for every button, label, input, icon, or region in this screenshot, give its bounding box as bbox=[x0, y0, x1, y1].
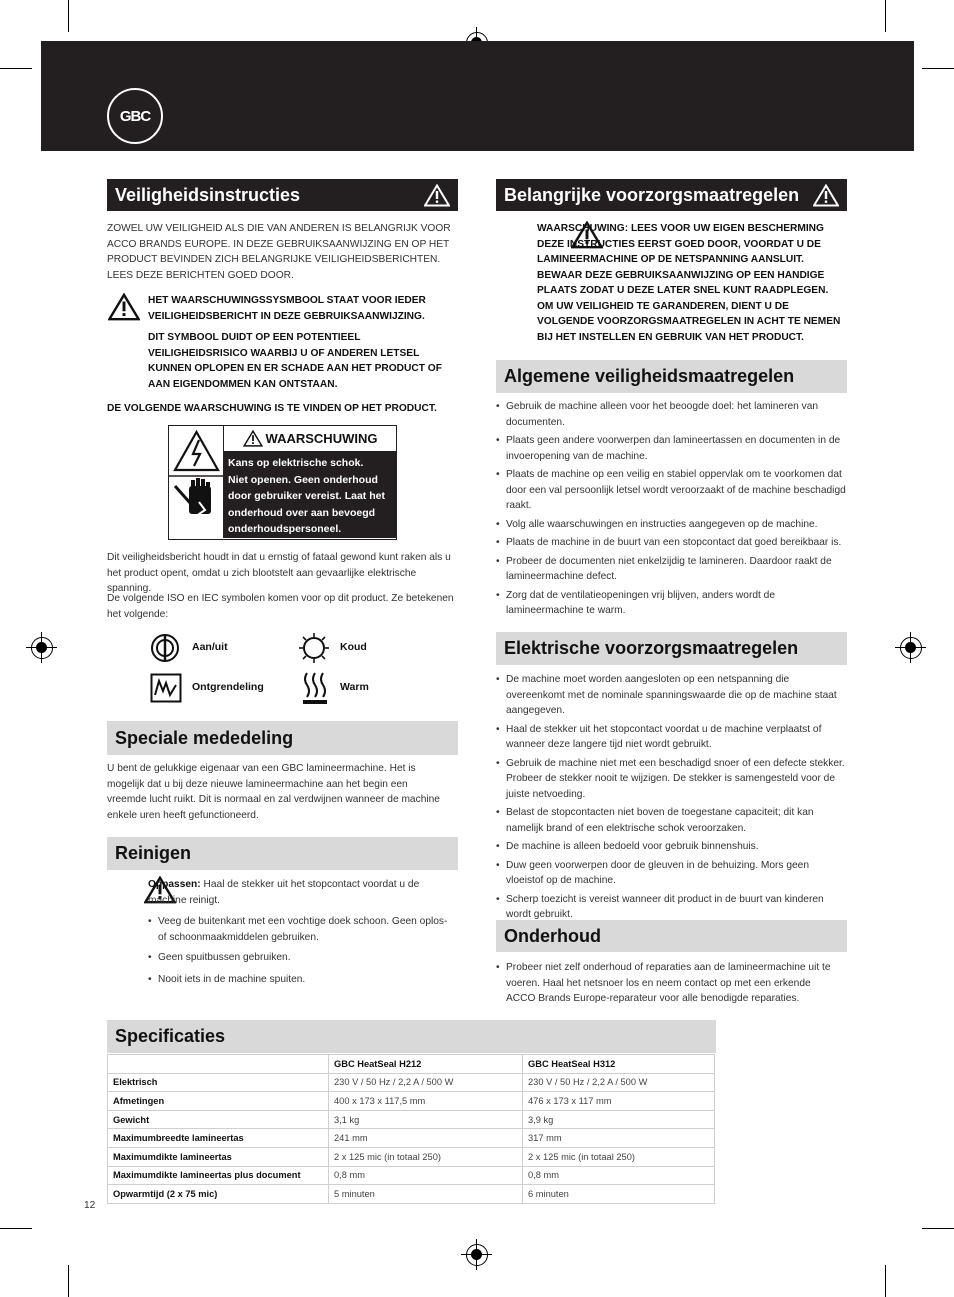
table-row bbox=[108, 1110, 715, 1129]
iso-symbols-text: De volgende ISO en IEC symbolen komen voor op dit product. Ze betekenen het volgende: bbox=[107, 593, 454, 620]
caution-text: Haal de stekker uit het stopcontact voordat u de machine reinigt. bbox=[148, 879, 420, 906]
header-band bbox=[41, 41, 914, 151]
warning-triangle-icon bbox=[813, 184, 839, 207]
row-label: Maximumbreedte lamineertas bbox=[108, 1129, 329, 1148]
registration-mark-icon bbox=[466, 1244, 488, 1266]
table-row bbox=[108, 1147, 715, 1166]
table-cell: 6 minuten bbox=[523, 1185, 715, 1204]
table-cell: 2 x 125 mic (in totaal 250) bbox=[329, 1147, 523, 1166]
warning-line: Niet openen. Geen onderhoud bbox=[228, 473, 378, 486]
list-item: • Plaats de machine in de buurt van een stopcontact dat goed bereikbaar is. bbox=[496, 535, 848, 551]
registration-mark-icon bbox=[31, 637, 53, 659]
table-cell: 3,1 kg bbox=[329, 1110, 523, 1129]
maintenance-title: Onderhoud bbox=[496, 920, 847, 952]
row-label: Maximumdikte lamineertas bbox=[108, 1147, 329, 1166]
warm-icon bbox=[301, 671, 329, 705]
warning-triangle-icon bbox=[424, 184, 450, 207]
table-cell bbox=[108, 1055, 329, 1074]
crop-mark bbox=[0, 1228, 32, 1229]
maintenance-list bbox=[496, 960, 836, 1010]
list-item: • Probeer niet zelf onderhoud of reparaties aan de lamineermachine uit te voeren. Haal het netsnoer los en neem contact op met een erkende ACCO Brands Europe-reparateur voor alle benodigde reparaties. bbox=[496, 960, 836, 1007]
warning-line: door gebruiker vereist. Laat het bbox=[228, 490, 385, 502]
warning-label-box bbox=[168, 425, 397, 540]
table-cell: 476 x 173 x 117 mm bbox=[523, 1092, 715, 1111]
row-label: Maximumdikte lamineertas plus document bbox=[108, 1166, 329, 1185]
table-row bbox=[108, 1073, 715, 1092]
list-item: • Duw geen voorwerpen door de gleuven in de behuizing. Mors geen vloeistof op de machine. bbox=[496, 858, 848, 889]
crop-mark bbox=[68, 1265, 69, 1297]
table-cell: 0,8 mm bbox=[329, 1166, 523, 1185]
warning-line: Kans op elektrische schok. bbox=[228, 457, 364, 469]
cleaning-list bbox=[148, 914, 458, 990]
table-header-cell: GBC HeatSeal H212 bbox=[329, 1055, 523, 1074]
table-cell: 230 V / 50 Hz / 2,2 A / 500 W bbox=[329, 1073, 523, 1092]
table-cell: 5 minuten bbox=[329, 1185, 523, 1204]
table-cell: 2 x 125 mic (in totaal 250) bbox=[523, 1147, 715, 1166]
warning-label-text bbox=[224, 452, 396, 538]
warning-triangle-icon bbox=[243, 430, 263, 447]
table-cell: 241 mm bbox=[329, 1129, 523, 1148]
general-list bbox=[496, 399, 848, 622]
list-item: • Haal de stekker uit het stopcontact voordat u de machine verplaatst of wanneer deze langere tijd niet wordt gebruikt. bbox=[496, 722, 848, 753]
symbol-power-label: Aan/uit bbox=[192, 641, 228, 653]
row-label: Afmetingen bbox=[108, 1092, 329, 1111]
warning-triangle-icon bbox=[108, 293, 140, 321]
safety-intro: ZOWEL UW VEILIGHEID ALS DIE VAN ANDEREN IS BELANGRIJK VOOR ACCO BRANDS EUROPE. IN DEZE GEBRUIKSAANWIJZING EN OP HET PRODUCT BEVINDEN ZICH BELANGRIJKE VEILIGHEIDSBERICHTEN. LEES DEZE BERICHTEN GOED DOOR. bbox=[107, 223, 451, 281]
crop-mark bbox=[885, 1265, 886, 1297]
page-number: 12 bbox=[84, 1200, 96, 1211]
row-label: Elektrisch bbox=[108, 1073, 329, 1092]
warning-line: onderhoud over aan bevoegd bbox=[228, 506, 376, 519]
safety-title-bar bbox=[107, 179, 458, 211]
warning-label-title: WAARSCHUWING bbox=[265, 431, 378, 446]
list-item: • Scherp toezicht is vereist wanneer dit product in de buurt van kinderen wordt gebruikt. bbox=[496, 892, 848, 923]
list-item: • Volg alle waarschuwingen en instructies aangegeven op de machine. bbox=[496, 517, 848, 533]
list-item: • Gebruik de machine niet met een beschadigd snoer of een defecte stekker. Probeer de stekker nooit te wijzigen. De stekker is samengesteld voor de juiste netvoeding. bbox=[496, 756, 848, 803]
table-row bbox=[108, 1092, 715, 1111]
crop-mark bbox=[922, 68, 954, 69]
table-header-cell: GBC HeatSeal H312 bbox=[523, 1055, 715, 1074]
gbc-logo: GBC bbox=[107, 88, 163, 144]
precautions-title-bar bbox=[496, 179, 847, 211]
caution-label: Oppassen: bbox=[148, 879, 201, 890]
list-item: • Veeg de buitenkant met een vochtige doek schoon. Geen oplos- of schoonmaakmiddelen gebruiken. bbox=[148, 914, 458, 945]
registration-mark-icon bbox=[900, 637, 922, 659]
table-row bbox=[108, 1185, 715, 1204]
electrical-title: Elektrische voorzorgsmaatregelen bbox=[496, 632, 847, 665]
symbol-note-2: DIT SYMBOOL DUIDT OP EEN POTENTIEEL VEILIGHEIDSRISICO WAARBIJ U OF ANDEREN LETSEL KUNNEN OPLOPEN EN ER SCHADE AAN HET PRODUCT OF AAN EIGENDOMMEN KAN ONTSTAAN. bbox=[148, 332, 442, 390]
electrical-list bbox=[496, 672, 848, 926]
special-title: Speciale mededeling bbox=[107, 721, 458, 755]
table-cell: 0,8 mm bbox=[523, 1166, 715, 1185]
crop-mark bbox=[885, 0, 886, 32]
table-row bbox=[108, 1129, 715, 1148]
precautions-title: Belangrijke voorzorgsmaatregelen bbox=[504, 184, 800, 205]
table-header-row bbox=[108, 1055, 715, 1074]
list-item: • Plaats geen andere voorwerpen dan lamineertassen en documenten in de invoeropening van de machine. bbox=[496, 433, 848, 464]
list-item: • Plaats de machine op een veilig en stabiel oppervlak om te voorkomen dat door een val persoonlijk letsel wordt veroorzaakt of de machine beschadigd raakt. bbox=[496, 467, 848, 514]
symbol-cold-label: Koud bbox=[340, 641, 367, 653]
crop-mark bbox=[68, 0, 69, 32]
list-item: • De machine is alleen bedoeld voor gebruik binnenshuis. bbox=[496, 839, 848, 855]
list-item: • Probeer de documenten niet enkelzijdig te lamineren. Daardoor raakt de lamineermachine defect. bbox=[496, 554, 848, 585]
symbol-note-1: HET WAARSCHUWINGSSYSMBOOL STAAT VOOR IEDER VEILIGHEIDSBERICHT IN DEZE GEBRUIKSAANWIJZING. bbox=[148, 295, 426, 322]
power-icon bbox=[150, 633, 180, 663]
list-item: • Gebruik de machine alleen voor het beoogde doel: het lamineren van documenten. bbox=[496, 399, 848, 430]
table-row bbox=[108, 1166, 715, 1185]
crop-mark bbox=[922, 1228, 954, 1229]
list-item: • Zorg dat de ventilatieopeningen vrij blijven, anders wordt de lamineermachine te warm. bbox=[496, 588, 848, 619]
symbol-release-label: Ontgrendeling bbox=[192, 681, 264, 693]
list-item: • Belast de stopcontacten niet boven de toegestane capaciteit; dit kan namelijk brand of een elektrische schok veroorzaken. bbox=[496, 805, 848, 836]
list-item: • Geen spuitbussen gebruiken. bbox=[148, 950, 458, 966]
symbol-warm-label: Warm bbox=[340, 681, 369, 693]
table-cell: 400 x 173 x 117,5 mm bbox=[329, 1092, 523, 1111]
specs-title: Specificaties bbox=[107, 1020, 716, 1053]
table-cell: 230 V / 50 Hz / 2,2 A / 500 W bbox=[523, 1073, 715, 1092]
table-cell: 317 mm bbox=[523, 1129, 715, 1148]
cold-icon bbox=[298, 632, 330, 664]
cleaning-title: Reinigen bbox=[107, 837, 458, 870]
safety-title: Veiligheidsinstructies bbox=[115, 184, 301, 205]
crop-mark bbox=[0, 68, 32, 69]
precautions-text: WAARSCHUWING: LEES VOOR UW EIGEN BESCHERMING DEZE INSTRUCTIES EERST GOED DOOR, VOORDAT U DE LAMINEERMACHINE OP DE NETSPANNING AANSLUIT. BEWAAR DEZE GEBRUIKSAANWIJZING OP EEN HANDIGE PLAATS ZODAT U DEZE LATER SNEL KUNT RAADPLEGEN. OM UW VEILIGHEID TE GARANDEREN, DIENT U DE VOLGENDE VOORZORGSMAATREGELEN IN ACHT TE NEMEN BIJ HET INSTELLEN EN GEBRUIK VAN HET PRODUCT. bbox=[537, 223, 841, 343]
table-cell: 3,9 kg bbox=[523, 1110, 715, 1129]
following-warning-text: DE VOLGENDE WAARSCHUWING IS TE VINDEN OP HET PRODUCT. bbox=[107, 403, 437, 414]
warning-explanation: Dit veiligheidsbericht houdt in dat u ernstig of fataal gewond kunt raken als u het product opent, omdat u zich blootstelt aan gevaarlijke elektrische spanning. bbox=[107, 552, 451, 594]
list-item: • De machine moet worden aangesloten op een netspanning die overeenkomt met de nominale spanningswaarde die op de machine staat aangegeven. bbox=[496, 672, 848, 719]
cleaning-caution bbox=[148, 877, 458, 908]
special-text: U bent de gelukkige eigenaar van een GBC lamineermachine. Het is mogelijk dat u bij deze nieuwe lamineermachine aan het begin een vreemde lucht ruikt. Dit is normaal en zal verdwijnen wanneer de machine enkele uren heeft gefunctioneerd. bbox=[107, 763, 440, 821]
specs-table bbox=[107, 1054, 715, 1204]
row-label: Opwarmtijd (2 x 75 mic) bbox=[108, 1185, 329, 1204]
warning-line: onderhoudspersoneel. bbox=[228, 523, 342, 535]
release-icon bbox=[150, 673, 182, 703]
electric-shock-icon bbox=[169, 426, 224, 538]
general-title: Algemene veiligheidsmaatregelen bbox=[496, 360, 847, 393]
list-item: • Nooit iets in de machine spuiten. bbox=[148, 972, 458, 988]
row-label: Gewicht bbox=[108, 1110, 329, 1129]
